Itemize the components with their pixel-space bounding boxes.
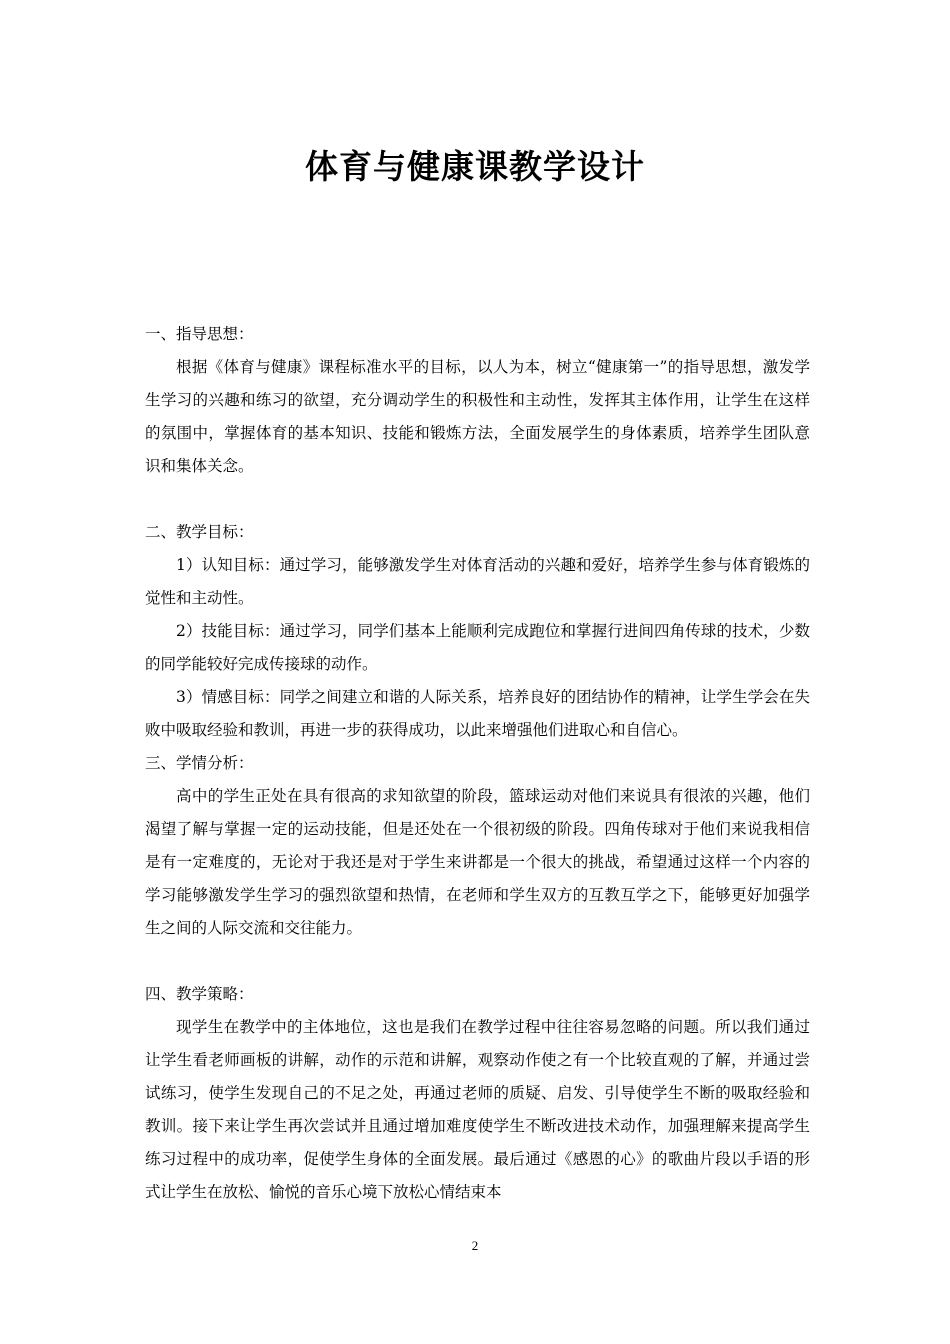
goal-skill: 2）技能目标：通过学习，同学们基本上能顺利完成跑位和掌握行进间四角传球的技术，少数的同学能较好完成传接球的动作。 (145, 622, 810, 673)
goal-cognitive: 1）认知目标：通过学习，能够激发学生对体育活动的兴趣和爱好，培养学生参与体育锻炼的觉性和主动性。 (145, 556, 810, 607)
strategy-paragraph: 现学生在教学中的主体地位，这也是我们在教学过程中往往容易忽略的问题。所以我们通过让学生看老师画板的讲解，动作的示范和讲解，观察动作使之有一个比较直观的了解，并通过尝试练习，使学生发现自己的不足之处，再通过老师的质疑、启发、引导使学生不断的吸取经验和教训。接下来让学生再次尝试并且通过增加难度使学生不断改进技术动作，加强理解来提高学生练习过程中的成功率，促使学生身体的全面发展。最后通过《感恩的心》的歌曲片段以手语的形式让学生在放松、愉悦的音乐心境下放松心情结束本 (145, 1018, 810, 1201)
section-heading-strategy: 四、教学策略： (145, 985, 254, 1003)
analysis-paragraph: 高中的学生正处在具有很高的求知欲望的阶段，篮球运动对他们来说具有很浓的兴趣，他们渴望了解与掌握一定的运动技能，但是还处在一个很初级的阶段。四角传球对于他们来说我相信是有一定难度的，无论对于我还是对于学生来讲都是一个很大的挑战，希望通过这样一个内容的学习能够激发学生学习的强烈欲望和热情，在老师和学生双方的互教互学之下，能够更好加强学生之间的人际交流和交往能力。 (145, 787, 810, 937)
page-number: 2 (471, 1238, 479, 1253)
guiding-paragraph: 根据《体育与健康》课程标准水平的目标，以人为本，树立“健康第一”的指导思想，激发学生学习的兴趣和练习的欲望，充分调动学生的积极性和主动性，发挥其主体作用，让学生在这样的氛围中，掌握体育的基本知识、技能和锻炼方法，全面发展学生的身体素质，培养学生团队意识和集体关念。 (145, 358, 810, 475)
goal-emotional: 3）情感目标：同学之间建立和谐的人际关系，培养良好的团结协作的精神，让学生学会在失败中吸取经验和教训，再进一步的获得成功，以此来增强他们进取心和自信心。 (145, 688, 810, 739)
document-body (145, 318, 810, 1209)
section-spacer (145, 483, 810, 516)
section-heading-goals: 二、教学目标： (145, 523, 254, 541)
section-spacer (145, 945, 810, 978)
section-heading-analysis: 三、学情分析： (145, 754, 254, 772)
page-title: 体育与健康课教学设计 (305, 147, 645, 186)
section-heading-guiding: 一、指导思想： (145, 325, 254, 343)
